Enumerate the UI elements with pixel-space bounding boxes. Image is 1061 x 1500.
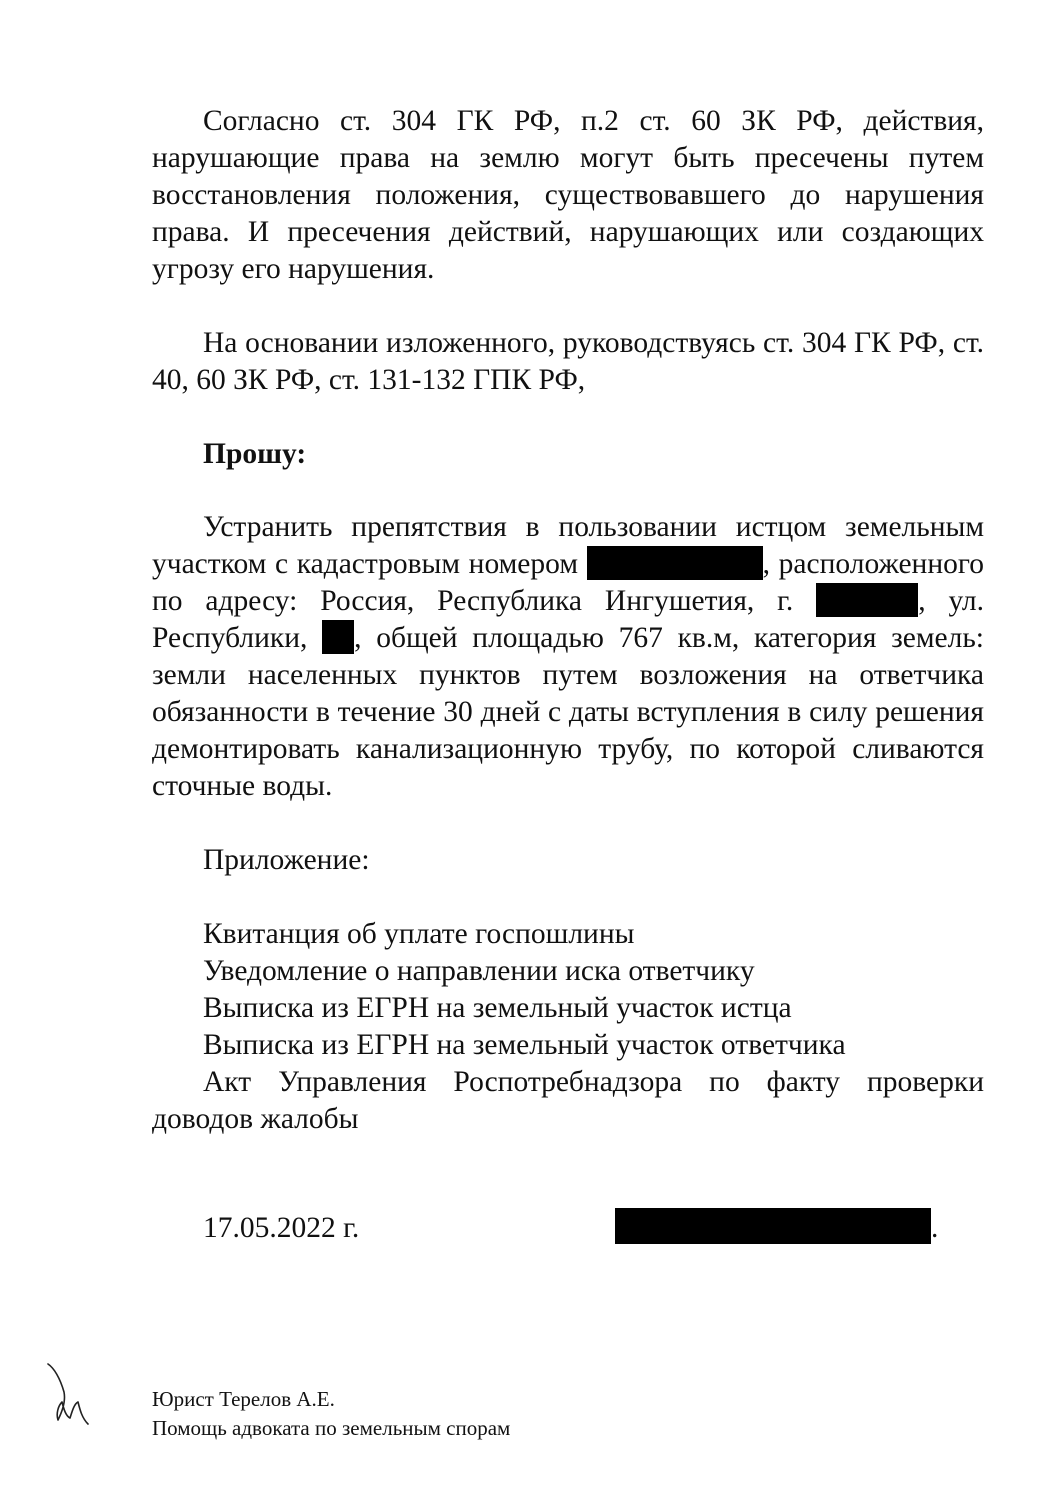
request-text-part1: Устранить препятствия в пользовании истцом земельным участком с кадастровым номером: [152, 511, 984, 580]
attachment-item: Уведомление о направлении иска ответчику: [203, 955, 755, 987]
appendix-label: Приложение:: [203, 844, 370, 876]
attachments-list: [152, 916, 984, 1138]
attachment-item: Акт Управления Роспотребнадзора по факту проверки доводов жалобы: [152, 1066, 984, 1135]
paragraph-legal-basis: Согласно ст. 304 ГК РФ, п.2 ст. 60 ЗК РФ, действия, нарушающие права на землю могут быть пресечены путем восстановления положения, существовавшего до нарушения права. И пресечения действий, нарушающих или создающих угрозу его нарушения.: [152, 105, 984, 285]
redacted-signature: [615, 1208, 931, 1244]
request-text-part3: , ул. Республики,: [152, 585, 984, 654]
footer: [152, 1385, 510, 1443]
footer-author: Юрист Терелов А.Е.: [152, 1387, 335, 1411]
handwritten-signature-icon: [40, 1358, 96, 1428]
paragraph-request: [152, 509, 984, 805]
document-date: 17.05.2022 г.: [203, 1212, 360, 1244]
signature-suffix: .: [931, 1212, 939, 1244]
request-text-part4: , общей площадью 767 кв.м, категория земель: земли населенных пунктов путем возложения на ответчика обязанности в течение 30 дней с даты вступления в силу решения демонтировать канализационную трубу, по которой сливаются сточные воды.: [152, 622, 985, 802]
footer-tagline: Помощь адвоката по земельным спорам: [152, 1416, 511, 1440]
paragraph-grounds: На основании изложенного, руководствуясь ст. 304 ГК РФ, ст. 40, 60 ЗК РФ, ст. 131-132 ГПК РФ,: [152, 327, 984, 396]
request-heading: Прошу:: [203, 438, 307, 470]
attachment-item: Квитанция об уплате госпошлины: [203, 918, 635, 950]
redacted-city: [816, 583, 918, 617]
request-text-part2: , расположенного по адресу: Россия, Республика Ингушетия, г.: [152, 548, 984, 617]
redacted-house-number: [322, 620, 354, 654]
attachment-item: Выписка из ЕГРН на земельный участок ответчика: [203, 1029, 846, 1061]
redacted-cadastral-number: [587, 546, 763, 580]
attachment-item: Выписка из ЕГРН на земельный участок истца: [203, 992, 792, 1024]
